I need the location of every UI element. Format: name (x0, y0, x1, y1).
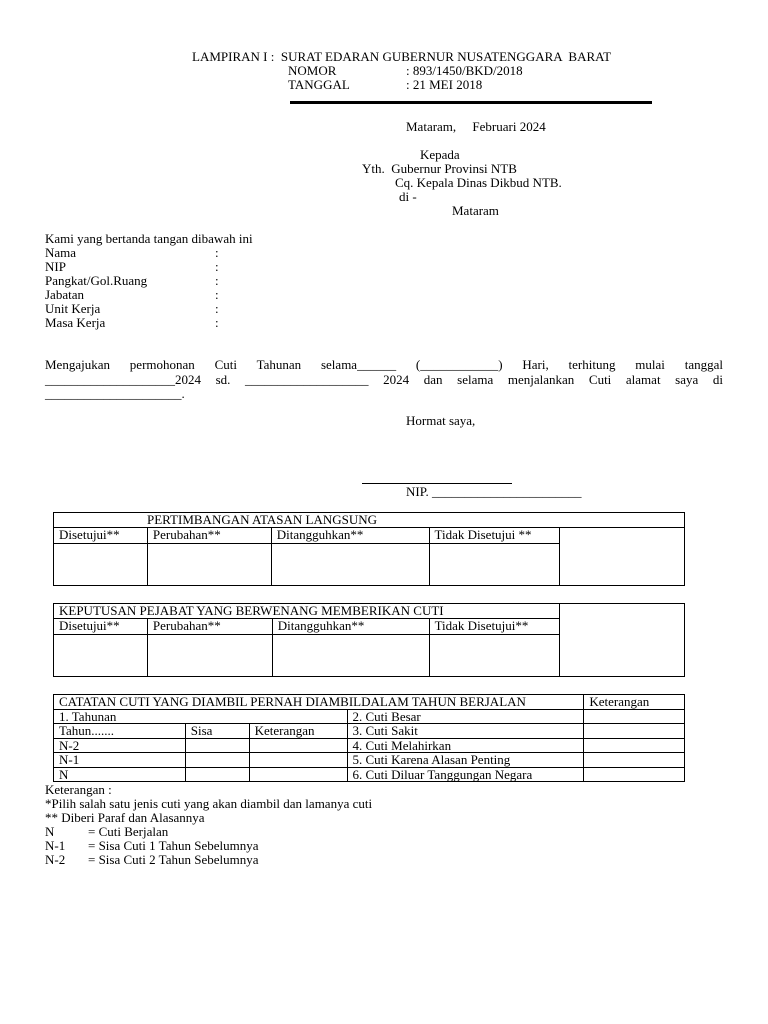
pejabat-cell-ditangguhkan[interactable] (272, 634, 429, 676)
field-jabatan-label: Jabatan (45, 287, 84, 302)
catatan-type-melahirkan: 4. Cuti Melahirkan (347, 738, 584, 753)
recipient-city: Mataram (452, 203, 499, 218)
catatan-sisa-n[interactable] (185, 767, 249, 782)
identity-intro: Kami yang bertanda tangan dibawah ini (45, 231, 253, 246)
atasan-col-ditangguhkan: Ditangguhkan** (271, 528, 429, 543)
nomor-label: NOMOR (288, 63, 337, 78)
place-date: Mataram, Februari 2024 (406, 119, 546, 134)
atasan-table (53, 512, 685, 586)
field-nip-label: NIP (45, 259, 66, 274)
atasan-cell-disetujui[interactable] (54, 543, 148, 585)
pejabat-col-tidak: Tidak Disetujui** (429, 619, 560, 634)
catatan-title: CATATAN CUTI YANG DIAMBIL PERNAH DIAMBILDALAM TAHUN BERJALAN (54, 695, 584, 710)
signature-nip: NIP. _______________________ (406, 484, 582, 499)
atasan-title: PERTIMBANGAN ATASAN LANGSUNG (54, 513, 685, 528)
recipient-di: di - (399, 189, 417, 204)
catatan-sub-tahun: Tahun....... (54, 724, 186, 739)
legend-code-n: N (45, 824, 55, 839)
pejabat-cell-tidak[interactable] (429, 634, 560, 676)
tanggal-value: : 21 MEI 2018 (406, 77, 483, 92)
catatan-type-sakit: 3. Cuti Sakit (347, 724, 584, 739)
atasan-col-disetujui: Disetujui** (54, 528, 148, 543)
tanggal-label: TANGGAL (288, 77, 350, 92)
catatan-tahunan: 1. Tahunan (54, 709, 348, 724)
catatan-sub-sisa: Sisa (185, 724, 249, 739)
pejabat-col-disetujui: Disetujui** (54, 619, 148, 634)
field-unit-label: Unit Kerja (45, 301, 101, 316)
pejabat-cell-disetujui[interactable] (54, 634, 148, 676)
notes-heading: Keterangan : (45, 782, 112, 797)
atasan-extra-cell (560, 528, 685, 585)
kepada: Kepada (420, 147, 460, 162)
notes-line-1: *Pilih salah satu jenis cuti yang akan diambil dan lamanya cuti (45, 796, 373, 811)
pejabat-title: KEPUTUSAN PEJABAT YANG BERWENANG MEMBERIKAN CUTI (54, 604, 560, 619)
catatan-type-luar: 6. Cuti Diluar Tanggungan Negara (347, 767, 584, 782)
catatan-ket-4[interactable] (584, 753, 685, 768)
closing: Hormat saya, (406, 413, 476, 428)
catatan-ket-2[interactable] (584, 724, 685, 739)
legend-desc-n: = Cuti Berjalan (88, 824, 169, 839)
catatan-year-n: N (54, 767, 186, 782)
legend-desc-n2: = Sisa Cuti 2 Tahun Sebelumnya (88, 852, 259, 867)
lampiran-line: LAMPIRAN I : SURAT EDARAN GUBERNUR NUSATENGGARA BARAT (192, 49, 612, 64)
catatan-type-penting: 5. Cuti Karena Alasan Penting (347, 753, 584, 768)
catatan-sub-keterangan: Keterangan (249, 724, 347, 739)
legend-code-n1: N-1 (45, 838, 66, 853)
catatan-table (53, 694, 685, 782)
catatan-ket-n[interactable] (249, 767, 347, 782)
field-masa-label: Masa Kerja (45, 315, 106, 330)
catatan-ket-n1[interactable] (249, 753, 347, 768)
field-jabatan-colon: : (215, 287, 219, 302)
nomor-value: : 893/1450/BKD/2018 (406, 63, 523, 78)
field-nip-colon: : (215, 259, 219, 274)
request-paragraph: Mengajukan permohonan Cuti Tahunan selama______ (____________) Hari, terhitung mulai tanggal ____________________2024 sd. ___________________ 2024 dan selama menjalankan Cuti alamat saya di _____________________. (45, 357, 723, 401)
pejabat-extra-cell (560, 604, 685, 677)
catatan-ket-n2[interactable] (249, 738, 347, 753)
atasan-col-tidak: Tidak Disetujui ** (429, 528, 560, 543)
field-pangkat-colon: : (215, 273, 219, 288)
atasan-cell-ditangguhkan[interactable] (271, 543, 429, 585)
catatan-year-n1: N-1 (54, 753, 186, 768)
atasan-col-perubahan: Perubahan** (147, 528, 271, 543)
field-masa-colon: : (215, 315, 219, 330)
catatan-ket-1[interactable] (584, 709, 685, 724)
pejabat-table (53, 603, 685, 677)
field-nama-colon: : (215, 245, 219, 260)
field-unit-colon: : (215, 301, 219, 316)
notes-line-2: ** Diberi Paraf dan Alasannya (45, 810, 205, 825)
legend-desc-n1: = Sisa Cuti 1 Tahun Sebelumnya (88, 838, 259, 853)
catatan-keterangan-header: Keterangan (584, 695, 685, 710)
pejabat-col-perubahan: Perubahan** (147, 619, 272, 634)
pejabat-col-ditangguhkan: Ditangguhkan** (272, 619, 429, 634)
recipient-cq: Cq. Kepala Dinas Dikbud NTB. (395, 175, 562, 190)
legend-code-n2: N-2 (45, 852, 66, 867)
atasan-cell-tidak[interactable] (429, 543, 560, 585)
catatan-type-besar: 2. Cuti Besar (347, 709, 584, 724)
catatan-sisa-n2[interactable] (185, 738, 249, 753)
catatan-ket-5[interactable] (584, 767, 685, 782)
header-rule (290, 101, 652, 104)
atasan-cell-perubahan[interactable] (147, 543, 271, 585)
field-nama-label: Nama (45, 245, 77, 260)
pejabat-cell-perubahan[interactable] (147, 634, 272, 676)
catatan-sisa-n1[interactable] (185, 753, 249, 768)
field-pangkat-label: Pangkat/Gol.Ruang (45, 273, 148, 288)
catatan-ket-3[interactable] (584, 738, 685, 753)
recipient: Yth. Gubernur Provinsi NTB (362, 161, 517, 176)
catatan-year-n2: N-2 (54, 738, 186, 753)
